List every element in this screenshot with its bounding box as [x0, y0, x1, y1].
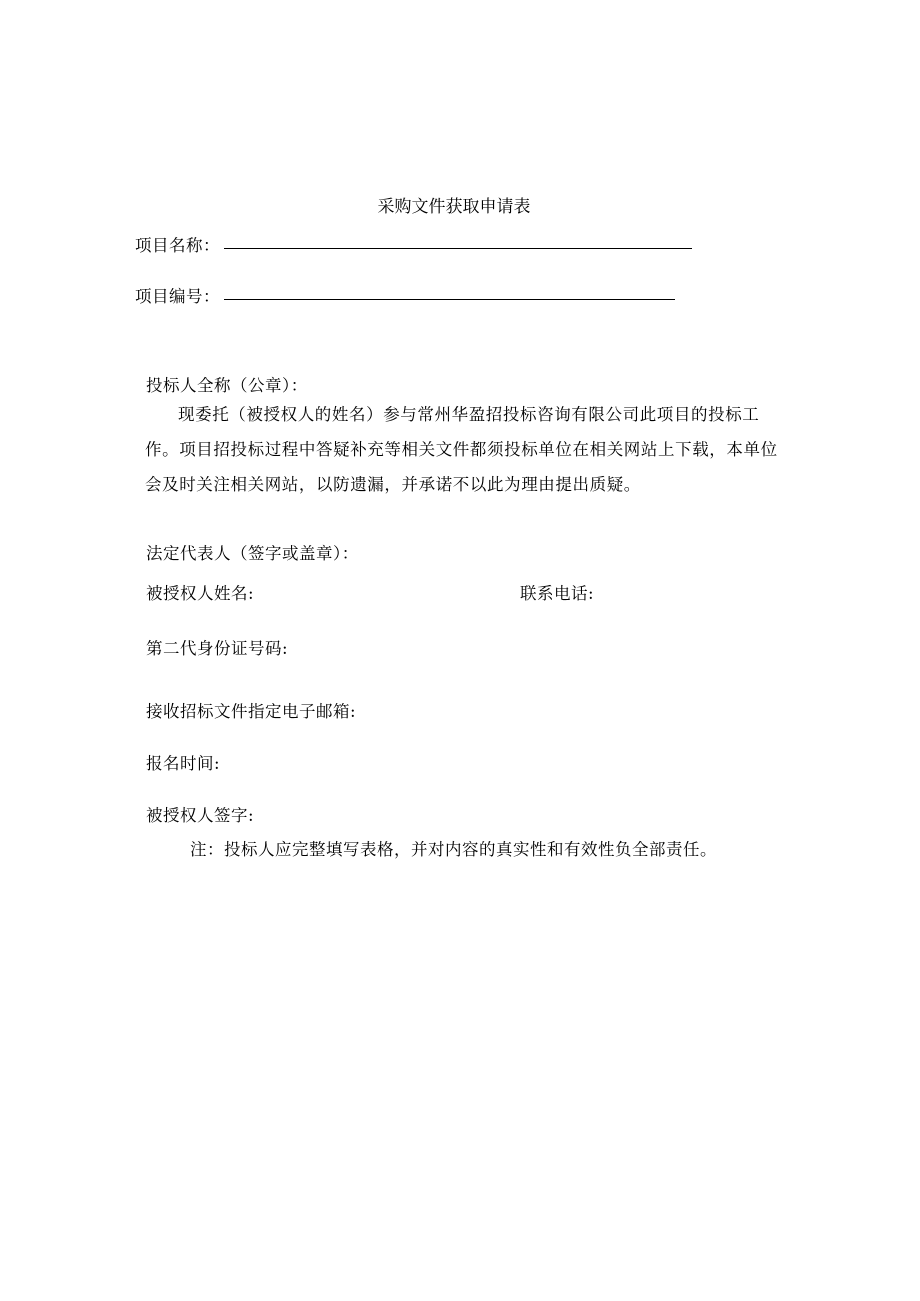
- project-name-field[interactable]: [224, 248, 692, 249]
- note-text: 注：投标人应完整填写表格，并对内容的真实性和有效性负全部责任。: [190, 840, 717, 859]
- form-title: 采购文件获取申请表: [377, 197, 531, 217]
- legal-representative-label: 法定代表人（签字或盖章）：: [146, 544, 359, 563]
- project-name-label: 项目名称：: [135, 236, 220, 255]
- phone-label: 联系电话:: [520, 584, 595, 603]
- registration-time-label: 报名时间:: [146, 754, 221, 773]
- bidder-full-name-label: 投标人全称（公章）：: [146, 376, 308, 395]
- project-number-field[interactable]: [224, 299, 675, 300]
- authorized-signature-label: 被授权人签字:: [146, 806, 255, 825]
- email-label: 接收招标文件指定电子邮箱:: [146, 702, 357, 721]
- id-number-label: 第二代身份证号码:: [146, 639, 289, 658]
- authorization-paragraph: 现委托（被授权人的姓名）参与常州华盈招投标咨询有限公司此项目的投标工作。项目招投标过程中答疑补充等相关文件都须投标单位在相关网站上下载，本单位会及时关注相关网站，以防遗漏，并承诺不以此为理由提出质疑。: [145, 405, 778, 494]
- authorized-person-name-label: 被授权人姓名:: [146, 584, 255, 603]
- project-number-label: 项目编号：: [135, 287, 220, 306]
